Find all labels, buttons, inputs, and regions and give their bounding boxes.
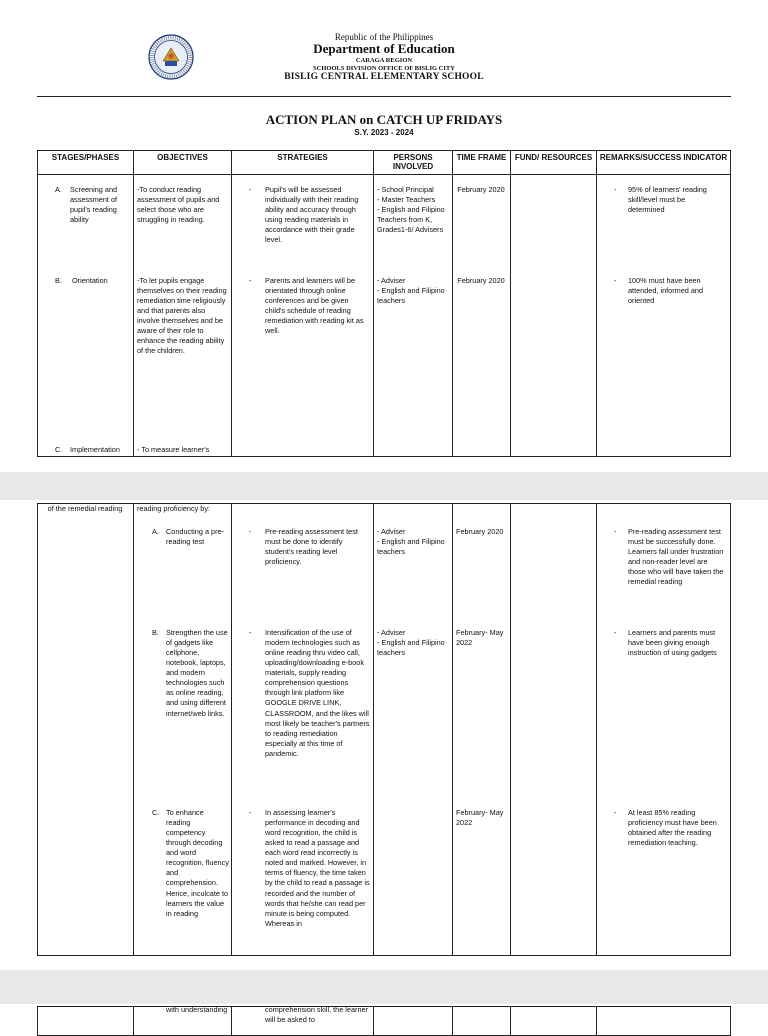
item-a-marker: A.: [152, 527, 159, 536]
col-persons: PERSONS INVOLVED: [374, 151, 453, 175]
row-a-strategy-bullet: -: [249, 185, 252, 194]
action-plan-table-page3: [37, 1006, 731, 1036]
person-line: - Master Teachers: [377, 195, 436, 205]
item-a-time: February 2020: [456, 527, 504, 536]
row-c-marker: C.: [55, 445, 63, 454]
person-line: - English and Filipino teachers: [377, 286, 445, 306]
item-b-objective: Strengthen the use of gadgets like cellphone, notebook, laptops, and modern technologies such as online reading, and using different internet/web links.: [166, 628, 228, 718]
person-line: - Adviser: [377, 276, 406, 285]
item-b-strategy-bullet: -: [249, 628, 252, 637]
item-b-marker: B.: [152, 628, 159, 637]
item-c-objective: To enhance reading competency through decoding and word recognition, fluency and comprehension. Hence, inculcate to learners the value in reading: [166, 808, 229, 918]
person-line: - Adviser: [377, 628, 406, 637]
item-c-strategy: In assessing learner's performance in decoding and word recognition, the child is asked to read a passage and each word read incorrectly is noted and marked. However, in terms of fluency, the time taken by the child to read a passage is recorded and the number of words that he/she can read per minute is being computed. Whereas in: [265, 808, 370, 928]
row-b-strategy: Parents and learners will be orientated through online conferences and be given child's schedule of reading remediation with reading kit as well.: [265, 276, 364, 336]
header-divider: [37, 96, 731, 97]
deped-seal-icon: [148, 34, 194, 80]
person-line: - English and Filipino teachers: [377, 638, 445, 658]
col-strategies: STRATEGIES: [232, 151, 374, 175]
row-a-marker: A.: [55, 185, 62, 194]
stage-continuation: of the remedial reading: [47, 504, 123, 513]
item-c-remark: At least 85% reading proficiency must have been obtained after the reading remediation teaching.: [628, 808, 717, 848]
item-c-strategy-bullet: -: [249, 808, 252, 817]
page-break: [0, 472, 768, 500]
item-a-remark-bullet: -: [614, 527, 617, 536]
row-b-marker: B.: [55, 276, 62, 285]
page-break: [0, 970, 768, 1004]
school-name: BISLIG CENTRAL ELEMENTARY SCHOOL: [284, 72, 484, 83]
row-b-remark-bullet: -: [614, 276, 617, 285]
row-b-time: February 2020: [457, 276, 505, 285]
person-line: - English and Filipino teachers: [377, 537, 445, 557]
person-line: - School Principal: [377, 185, 434, 194]
strategy-continuation: comprehension skill, the learner will be asked to: [265, 1005, 369, 1025]
person-line: - English and Filipino Teachers from K, Grades1-6/ Advisers: [377, 205, 445, 235]
division-line: SCHOOLS DIVISION OFFICE OF BISLIG CITY: [313, 64, 455, 72]
col-objectives: OBJECTIVES: [134, 151, 232, 175]
row-b-strategy-bullet: -: [249, 276, 252, 285]
row-c-stage: Implementation: [70, 445, 120, 454]
school-year: S.Y. 2023 - 2024: [354, 128, 414, 137]
item-c-marker: C.: [152, 808, 160, 817]
region-line: CARAGA REGION: [355, 57, 413, 65]
department-name: Department of Education: [313, 41, 455, 57]
row-a-remark: 95% of learners' reading skill/level must be determined: [628, 185, 707, 215]
col-fund: FUND/ RESOURCES: [511, 151, 597, 175]
col-stages: STAGES/PHASES: [38, 151, 134, 175]
item-a-objective: Conducting a pre-reading test: [166, 527, 225, 547]
row-b-objective: -To let pupils engage themselves on their reading remediation time religiously and that parents also involve themselves and be aware of their role to enhance the reading ability of the children.: [137, 276, 227, 356]
row-a-objective: -To conduct reading assessment of pupils and select those who are struggling in reading.: [137, 185, 220, 225]
item-a-remark: Pre-reading assessment test must be successfully done. Learners fall under frustration and non-reader level are those who will have taken the remedial reading: [628, 527, 724, 587]
item-b-persons: [377, 628, 453, 658]
row-b-stage: Orientation: [72, 276, 108, 285]
item-a-persons: [377, 527, 453, 557]
item-b-time: February- May 2022: [456, 628, 504, 648]
row-c-objective: - To measure learner's: [137, 445, 210, 454]
letterhead: [0, 0, 768, 100]
col-time: TIME FRAME: [453, 151, 511, 175]
item-b-remark: Learners and parents must have been giving enough instruction of using gadgets: [628, 628, 717, 658]
item-b-strategy: Intensification of the use of modern technologies such as online reading thru video call, uploading/downloading e-book materials, supply reading comprehension questions through link platform like GOOGLE DRIVE LINK, CLASSROOM, and the likes will most likely be teacher's partners to reading remediation especially at this time of pandemic.: [265, 628, 370, 758]
item-b-remark-bullet: -: [614, 628, 617, 637]
col-remarks: REMARKS/SUCCESS INDICATOR: [597, 151, 731, 175]
action-plan-table-page2: [37, 503, 731, 956]
row-a-strategy: Pupil's will be assessed individually with their reading ability and accuracy through using reading materials in accordance with their grade level.: [265, 185, 359, 245]
row-a-time: February 2020: [457, 185, 505, 194]
republic-line: Republic of the Philippines: [334, 32, 434, 42]
item-a-strategy-bullet: -: [249, 527, 252, 536]
objective-lead: reading proficiency by:: [137, 504, 211, 513]
row-b-persons: [377, 276, 453, 306]
row-b-remark: 100% must have been attended, informed and oriented: [628, 276, 704, 306]
item-a-strategy: Pre-reading assessment test must be done to identify student's reading level proficiency.: [265, 527, 358, 567]
row-a-persons: [377, 185, 453, 235]
row-a-stage: Screening and assessment of pupil's reading ability: [70, 185, 118, 225]
item-c-time: February- May 2022: [456, 808, 504, 828]
item-c-remark-bullet: -: [614, 808, 617, 817]
row-a-remark-bullet: -: [614, 185, 617, 194]
person-line: - Adviser: [377, 527, 406, 536]
objective-continuation: with understanding: [166, 1005, 228, 1014]
page-title: ACTION PLAN on CATCH UP FRIDAYS: [265, 112, 503, 127]
